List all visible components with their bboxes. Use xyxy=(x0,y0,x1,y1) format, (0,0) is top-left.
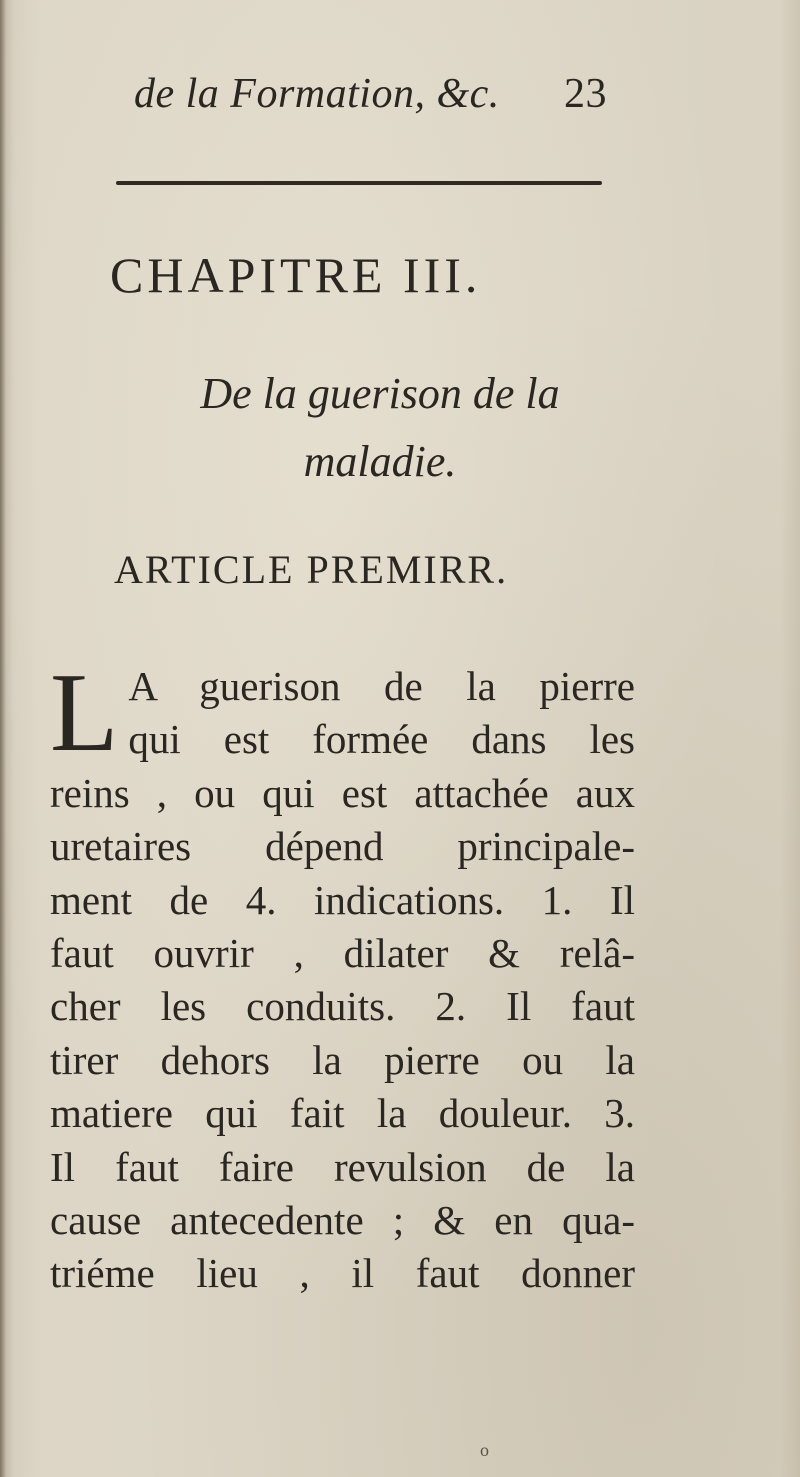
chapter-subtitle xyxy=(70,360,690,496)
body-line: faut ouvrir , dilater & relâ- xyxy=(50,930,635,977)
body-paragraph xyxy=(50,651,635,1301)
header-rule xyxy=(116,181,602,185)
body-line: qui est formée dans les xyxy=(128,716,635,763)
running-head-title: de la Formation, &c. xyxy=(134,71,500,117)
body-line: cher les conduits. 2. Il faut xyxy=(50,983,635,1030)
chapter-subtitle-line-1: De la guerison de la xyxy=(200,369,560,418)
body-line: Il faut faire revulsion de la xyxy=(50,1143,635,1190)
body-line: triéme lieu , il faut donner xyxy=(50,1250,635,1297)
body-line: tirer dehors la pierre ou la xyxy=(50,1036,635,1083)
page-number: 23 xyxy=(564,71,607,117)
body-line: A guerison de la pierre xyxy=(128,663,635,709)
body-line: ment de 4. indications. 1. Il xyxy=(50,876,635,923)
article-title: ARTICLE PREMIRR. xyxy=(114,547,509,592)
body-line: cause antecedente ; & en qua- xyxy=(50,1197,635,1244)
body-line: reins , ou qui est attachée aux xyxy=(50,769,635,816)
chapter-title: CHAPITRE III. xyxy=(110,247,482,303)
running-head xyxy=(134,70,654,130)
body-line: matiere qui fait la douleur. 3. xyxy=(50,1090,635,1137)
footer-mark: o xyxy=(480,1440,489,1460)
chapter-subtitle-line-2: maladie. xyxy=(303,437,457,486)
body-line: uretaires dépend principale- xyxy=(50,823,635,870)
drop-cap: L xyxy=(50,651,119,775)
page-edge-shadow xyxy=(0,0,6,1477)
